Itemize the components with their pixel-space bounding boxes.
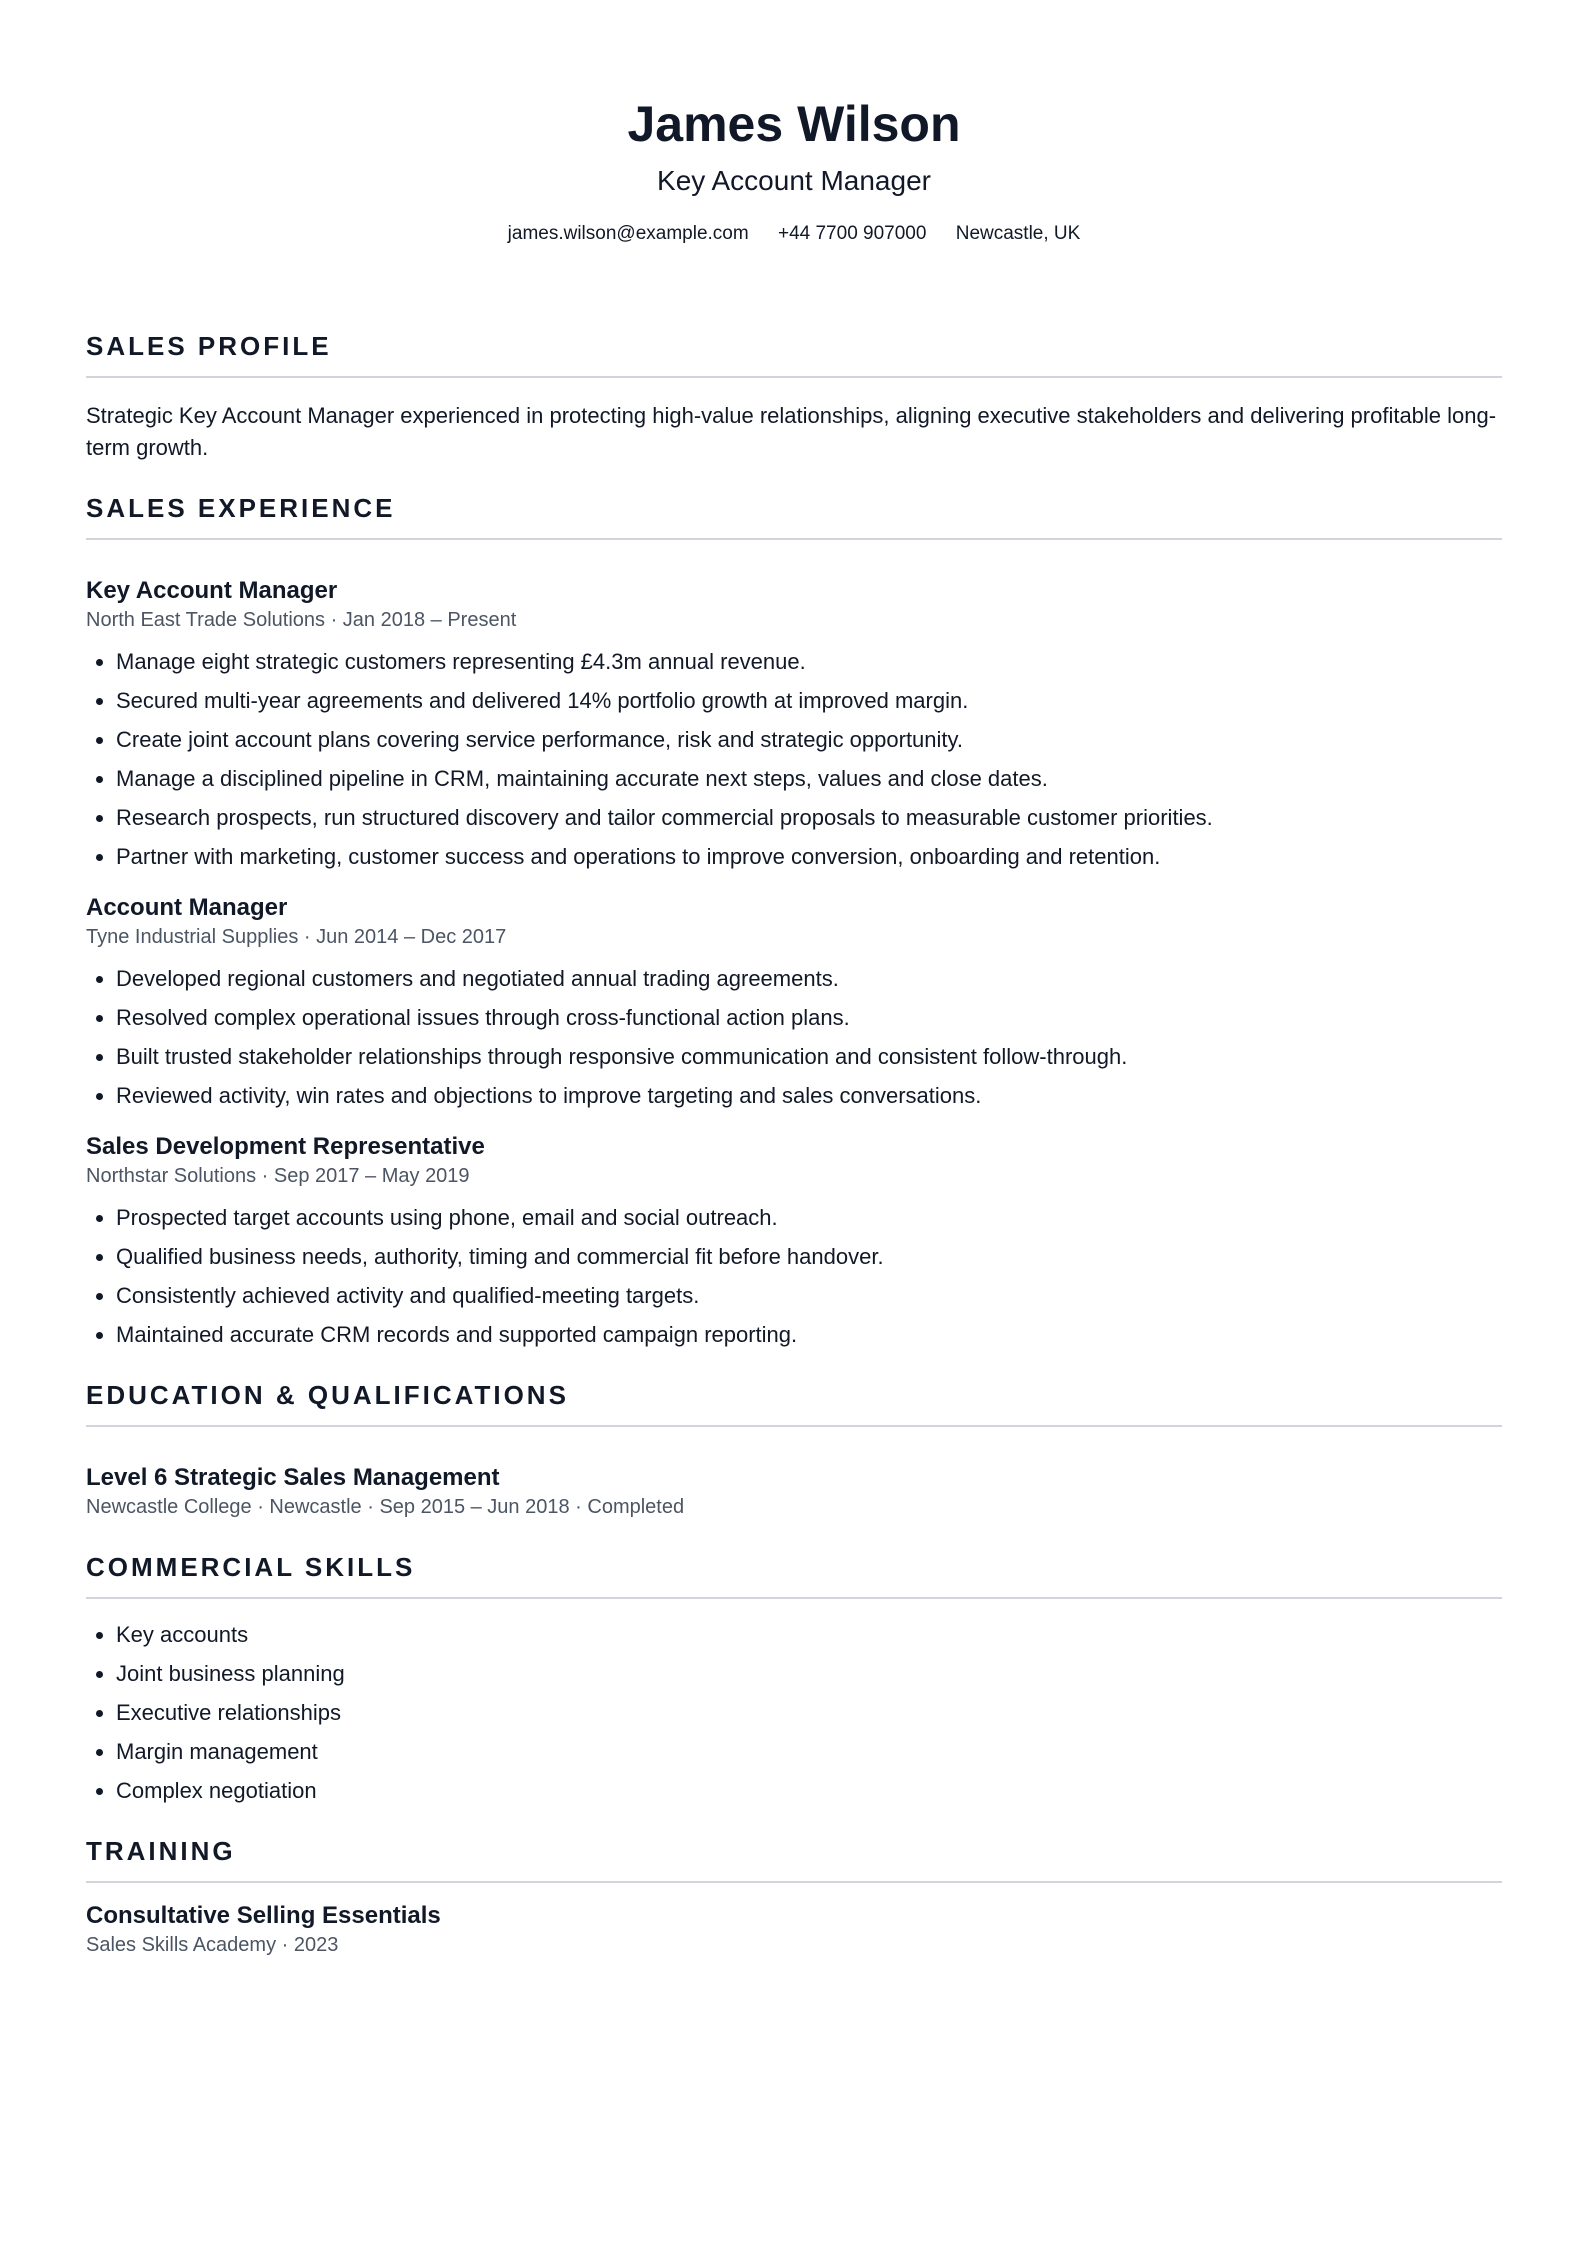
list-item: • Consistently achieved activity and qualified-meeting targets.: [116, 1282, 1502, 1310]
profile-summary: Strategic Key Account Manager experienced in protecting high-value relationships, aligning executive stakeholders and delivering profitable long-term growth.: [86, 403, 1497, 460]
list-item: • Maintained accurate CRM records and supported campaign reporting.: [116, 1321, 1502, 1349]
section-heading-training: TRAINING: [86, 1835, 1502, 1883]
section-heading-skills: COMMERCIAL SKILLS: [86, 1551, 1502, 1599]
job-bullets: [86, 965, 1502, 1110]
list-item: • Built trusted stakeholder relationships through responsive communication and consistent follow-through.: [116, 1043, 1502, 1071]
list-item: • Developed regional customers and negotiated annual trading agreements.: [116, 965, 1502, 993]
section-training: [86, 1835, 1502, 1959]
experience-entry: [86, 893, 1502, 1110]
section-heading-profile: SALES PROFILE: [86, 330, 1502, 378]
section-sales-experience: [86, 492, 1502, 1349]
job-meta: Tyne Industrial Supplies · Jun 2014 – Dec 2017: [86, 926, 507, 948]
section-sales-profile: [86, 330, 1502, 464]
list-item: • Prospected target accounts using phone, email and social outreach.: [116, 1204, 1502, 1232]
training-meta: Sales Skills Academy · 2023: [86, 1934, 339, 1956]
list-item: • Joint business planning: [116, 1660, 1502, 1688]
list-item: • Research prospects, run structured discovery and tailor commercial proposals to measurable customer priorities.: [116, 804, 1502, 832]
contact-line: [86, 222, 1502, 246]
resume-header: [86, 0, 1502, 246]
job-title: Sales Development Representative: [86, 1133, 485, 1160]
list-item: • Executive relationships: [116, 1699, 1502, 1727]
list-item: • Secured multi-year agreements and delivered 14% portfolio growth at improved margin.: [116, 687, 1502, 715]
qualification-title: Level 6 Strategic Sales Management: [86, 1464, 500, 1491]
section-heading-education: EDUCATION & QUALIFICATIONS: [86, 1379, 1502, 1427]
contact-phone[interactable]: +44 7700 907000: [777, 223, 927, 244]
qualification-meta: Newcastle College · Newcastle · Sep 2015 – Jun 2018 · Completed: [86, 1496, 685, 1518]
job-bullets: [86, 1204, 1502, 1349]
training-title: Consultative Selling Essentials: [86, 1902, 441, 1929]
list-item: • Manage eight strategic customers representing £4.3m annual revenue.: [116, 648, 1502, 676]
job-title: Key Account Manager: [86, 577, 338, 604]
list-item: • Resolved complex operational issues through cross-functional action plans.: [116, 1004, 1502, 1032]
job-meta: Northstar Solutions · Sep 2017 – May 2019: [86, 1165, 470, 1187]
list-item: • Complex negotiation: [116, 1777, 1502, 1805]
job-title: Account Manager: [86, 894, 288, 921]
contact-location: Newcastle, UK: [955, 223, 1081, 244]
experience-entry: [86, 1132, 1502, 1349]
list-item: • Qualified business needs, authority, timing and commercial fit before handover.: [116, 1243, 1502, 1271]
experience-entry: [86, 576, 1502, 871]
section-heading-experience: SALES EXPERIENCE: [86, 492, 1502, 540]
list-item: • Create joint account plans covering service performance, risk and strategic opportunity.: [116, 726, 1502, 754]
list-item: • Partner with marketing, customer success and operations to improve conversion, onboarding and retention.: [116, 843, 1502, 871]
job-meta: North East Trade Solutions · Jan 2018 – Present: [86, 609, 517, 631]
section-commercial-skills: [86, 1551, 1502, 1805]
list-item: • Reviewed activity, win rates and objections to improve targeting and sales conversations.: [116, 1082, 1502, 1110]
candidate-title: Key Account Manager: [657, 165, 931, 196]
training-entry: [86, 1901, 1502, 1959]
section-education: [86, 1379, 1502, 1521]
list-item: • Key accounts: [116, 1621, 1502, 1649]
contact-email[interactable]: james.wilson@example.com: [507, 223, 749, 244]
candidate-name: James Wilson: [627, 96, 961, 152]
list-item: • Manage a disciplined pipeline in CRM, maintaining accurate next steps, values and close dates.: [116, 765, 1502, 793]
list-item: • Margin management: [116, 1738, 1502, 1766]
job-bullets: [86, 648, 1502, 871]
skills-list: [86, 1621, 1502, 1805]
education-entry: [86, 1463, 1502, 1521]
